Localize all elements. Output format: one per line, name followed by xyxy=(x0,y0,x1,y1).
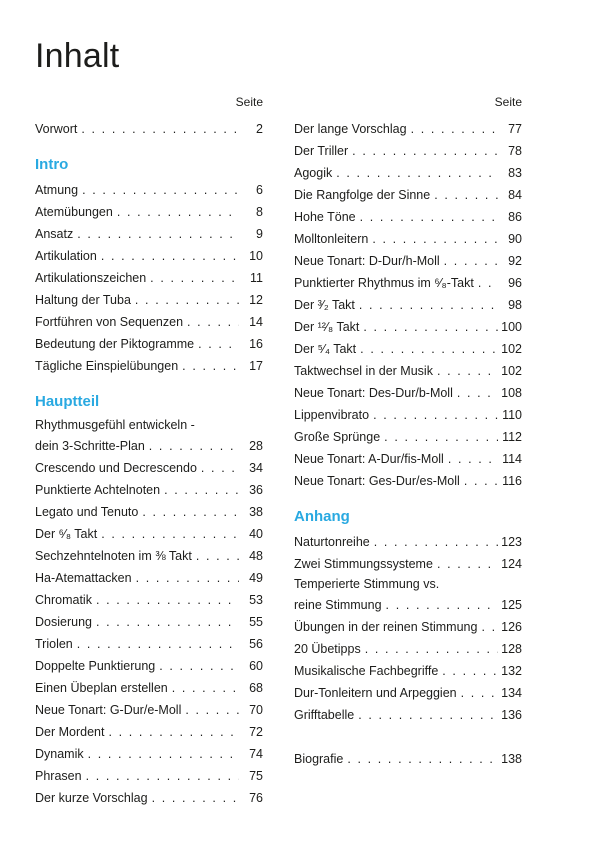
page-number: 38 xyxy=(249,505,263,520)
leader-dots xyxy=(142,501,239,523)
toc-entry-label: Agogik xyxy=(294,166,333,181)
leader-dots xyxy=(360,338,498,360)
seite-label: Seite xyxy=(494,95,522,110)
page-number: 112 xyxy=(502,430,522,445)
toc-entry-label: Rhythmusgefühl entwickeln - xyxy=(35,418,195,433)
toc-entry-label: Neue Tonart: Des-Dur/b-Moll xyxy=(294,386,453,401)
page-number: 96 xyxy=(508,276,522,291)
toc-entry-label: Dur-Tonleitern und Arpeggien xyxy=(294,686,457,701)
toc-entry-label: Punktierte Achtelnoten xyxy=(35,483,161,498)
toc-entry-label: Doppelte Punktierung xyxy=(35,659,156,674)
toc-entry-label: Einen Übeplan erstellen xyxy=(35,681,168,696)
page-number: 8 xyxy=(256,205,263,220)
leader-dots xyxy=(150,267,239,289)
toc-entry-label: Hohe Töne xyxy=(294,210,356,225)
leader-dots xyxy=(101,245,239,267)
page-number: 114 xyxy=(502,452,522,467)
toc-entry xyxy=(294,682,522,704)
toc-entry-label: Lippenvibrato xyxy=(294,408,370,423)
toc-entry-label: Fortführen von Sequenzen xyxy=(35,315,184,330)
toc-entry xyxy=(294,184,522,206)
toc-entry xyxy=(35,179,263,201)
toc-entry xyxy=(35,633,263,655)
page-number: 6 xyxy=(256,183,263,198)
toc-entry-label: Atemübungen xyxy=(35,205,113,220)
leader-dots xyxy=(77,633,239,655)
page-number: 102 xyxy=(501,342,522,357)
leader-dots xyxy=(437,360,498,382)
page-number: 74 xyxy=(249,747,263,762)
page-number: 128 xyxy=(501,642,522,657)
page-number: 9 xyxy=(256,227,263,242)
toc-entry xyxy=(294,704,522,726)
toc-entry-label: Punktierter Rhythmus im ⁶⁄₈-Takt xyxy=(294,276,474,291)
toc-entry xyxy=(35,765,263,787)
page-number: 83 xyxy=(508,166,522,181)
page-number: 49 xyxy=(249,571,263,586)
page-number: 75 xyxy=(249,769,263,784)
leader-dots xyxy=(448,448,498,470)
leader-dots xyxy=(96,611,239,633)
section-header: Intro xyxy=(35,156,69,174)
toc-entry-label: Der ³⁄₂ Takt xyxy=(294,298,355,313)
leader-dots xyxy=(444,250,498,272)
toc-entry-label: Der kurze Vorschlag xyxy=(35,791,148,806)
toc-entry xyxy=(35,721,263,743)
toc-entry-label: Vorwort xyxy=(35,122,78,137)
leader-dots xyxy=(159,655,239,677)
page-number: 60 xyxy=(249,659,263,674)
toc-entry-label: Neue Tonart: A-Dur/fis-Moll xyxy=(294,452,444,467)
leader-dots xyxy=(172,677,239,699)
toc-entry-label: Der ¹²⁄₈ Takt xyxy=(294,320,360,335)
toc-entry xyxy=(35,743,263,765)
toc-entry xyxy=(294,553,522,575)
leader-dots xyxy=(457,382,498,404)
page-number: 14 xyxy=(249,315,263,330)
toc-entry xyxy=(294,531,522,553)
leader-dots xyxy=(135,289,239,311)
leader-dots xyxy=(359,294,498,316)
leader-dots xyxy=(374,531,498,553)
leader-dots xyxy=(201,457,239,479)
toc-entry xyxy=(294,660,522,682)
page-number: 11 xyxy=(250,271,263,286)
page-number: 132 xyxy=(501,664,522,679)
toc-entry xyxy=(294,470,522,492)
toc-entry-label: Temperierte Stimmung vs. xyxy=(294,577,440,592)
toc-entry-label: Der ⁶⁄₈ Takt xyxy=(35,527,98,542)
leader-dots xyxy=(360,206,498,228)
toc-entry xyxy=(294,206,522,228)
toc-entry-label: Ansatz xyxy=(35,227,74,242)
toc-columns xyxy=(35,95,600,809)
section-header: Hauptteil xyxy=(35,393,100,411)
toc-entry xyxy=(294,316,522,338)
toc-entry xyxy=(35,589,263,611)
leader-dots xyxy=(96,589,239,611)
leader-dots xyxy=(81,118,239,140)
toc-entry-label: Neue Tonart: D-Dur/h-Moll xyxy=(294,254,440,269)
toc-entry xyxy=(35,245,263,267)
page-number: 84 xyxy=(508,188,522,203)
toc-entry xyxy=(294,426,522,448)
leader-dots xyxy=(437,553,498,575)
toc-entry xyxy=(294,250,522,272)
toc-entry-label: Naturtonreihe xyxy=(294,535,370,550)
leader-dots xyxy=(434,184,498,206)
page-number: 68 xyxy=(249,681,263,696)
toc-entry-label: reine Stimmung xyxy=(294,598,382,613)
toc-entry-label: dein 3-Schritte-Plan xyxy=(35,439,145,454)
leader-dots xyxy=(77,223,239,245)
toc-entry-label: Molltonleitern xyxy=(294,232,369,247)
toc-entry xyxy=(294,448,522,470)
leader-dots xyxy=(182,355,239,377)
toc-entry-label: Biografie xyxy=(294,752,344,767)
toc-entry xyxy=(35,118,263,140)
toc-entry-label: Die Rangfolge der Sinne xyxy=(294,188,431,203)
page-number: 34 xyxy=(249,461,263,476)
leader-dots xyxy=(481,616,498,638)
toc-entry xyxy=(35,567,263,589)
leader-dots xyxy=(363,316,498,338)
toc-entry-label: Dosierung xyxy=(35,615,92,630)
page-number: 134 xyxy=(501,686,522,701)
toc-entry xyxy=(294,294,522,316)
leader-dots xyxy=(358,704,498,726)
leader-dots xyxy=(88,743,239,765)
toc-entry xyxy=(35,611,263,633)
toc-entry xyxy=(35,677,263,699)
toc-entry xyxy=(35,435,263,457)
page-number: 92 xyxy=(508,254,522,269)
toc-entry xyxy=(294,338,522,360)
page-number: 56 xyxy=(249,637,263,652)
page-number: 110 xyxy=(502,408,522,423)
leader-dots xyxy=(352,140,498,162)
toc-entry-label: Der Mordent xyxy=(35,725,105,740)
leader-dots xyxy=(164,479,239,501)
toc-group xyxy=(35,392,263,809)
leader-dots xyxy=(442,660,498,682)
leader-dots xyxy=(185,699,239,721)
toc-entry xyxy=(35,457,263,479)
page-number: 48 xyxy=(249,549,263,564)
toc-entry-line1 xyxy=(294,575,522,594)
section-header: Anhang xyxy=(294,508,350,526)
toc-entry-label: Große Sprünge xyxy=(294,430,381,445)
page-number: 28 xyxy=(249,439,263,454)
page-number: 138 xyxy=(501,752,522,767)
leader-dots xyxy=(86,765,239,787)
leader-dots xyxy=(386,594,498,616)
toc-entry-label: Der lange Vorschlag xyxy=(294,122,407,137)
toc-entry xyxy=(294,382,522,404)
toc-entry xyxy=(35,699,263,721)
page-number: 100 xyxy=(501,320,522,335)
page-number: 40 xyxy=(249,527,263,542)
toc-entry xyxy=(35,267,263,289)
toc-group xyxy=(35,155,263,377)
page-number: 70 xyxy=(249,703,263,718)
toc-entry xyxy=(35,545,263,567)
page-number: 72 xyxy=(249,725,263,740)
leader-dots xyxy=(478,272,498,294)
page-number: 116 xyxy=(502,474,522,489)
leader-dots xyxy=(187,311,239,333)
leader-dots xyxy=(117,201,239,223)
toc-entry xyxy=(294,140,522,162)
toc-entry-label: Zwei Stimmungssysteme xyxy=(294,557,433,572)
leader-dots xyxy=(196,545,239,567)
toc-entry-label: 20 Übetipps xyxy=(294,642,361,657)
toc-entry xyxy=(294,594,522,616)
toc-entry-label: Tägliche Einspielübungen xyxy=(35,359,179,374)
page-number: 36 xyxy=(249,483,263,498)
toc-entry-label: Triolen xyxy=(35,637,73,652)
leader-dots xyxy=(461,682,498,704)
toc-entry xyxy=(294,748,522,770)
page-title: Inhalt xyxy=(35,37,120,75)
toc-entry xyxy=(35,201,263,223)
toc-entry xyxy=(35,501,263,523)
toc-entry xyxy=(294,162,522,184)
toc-entry-label: Dynamik xyxy=(35,747,84,762)
toc-entry xyxy=(35,333,263,355)
toc-entry-label: Übungen in der reinen Stimmung xyxy=(294,620,478,635)
toc-group xyxy=(294,118,522,492)
toc-entry-label: Neue Tonart: G-Dur/e-Moll xyxy=(35,703,182,718)
toc-entry xyxy=(294,360,522,382)
page-number: 53 xyxy=(249,593,263,608)
toc-entry-label: Haltung der Tuba xyxy=(35,293,131,308)
toc-entry xyxy=(294,638,522,660)
page-number: 55 xyxy=(249,615,263,630)
toc-group xyxy=(294,507,522,770)
toc-entry xyxy=(35,355,263,377)
leader-dots xyxy=(336,162,498,184)
page-number: 124 xyxy=(501,557,522,572)
toc-entry-label: Taktwechsel in der Musik xyxy=(294,364,433,379)
page-number: 136 xyxy=(501,708,522,723)
leader-dots xyxy=(108,721,239,743)
toc-entry-label: Sechzehntelnoten im ⅜ Takt xyxy=(35,549,192,564)
toc-entry-label: Musikalische Fachbegriffe xyxy=(294,664,439,679)
leader-dots xyxy=(198,333,239,355)
toc-entry-label: Der ⁵⁄₄ Takt xyxy=(294,342,357,357)
page-number: 123 xyxy=(501,535,522,550)
page-number: 125 xyxy=(501,598,522,613)
page-number: 17 xyxy=(249,359,263,374)
page-number: 76 xyxy=(249,791,263,806)
page-number: 77 xyxy=(508,122,522,137)
toc-column-left xyxy=(35,95,263,809)
toc-entry-label: Chromatik xyxy=(35,593,92,608)
page-number: 10 xyxy=(249,249,263,264)
toc-entry-line1 xyxy=(35,416,263,435)
leader-dots xyxy=(149,435,239,457)
leader-dots xyxy=(365,638,498,660)
toc-entry xyxy=(35,523,263,545)
toc-entry-label: Bedeutung der Piktogramme xyxy=(35,337,195,352)
toc-entry xyxy=(35,655,263,677)
toc-entry xyxy=(35,479,263,501)
toc-entry-label: Crescendo und Decrescendo xyxy=(35,461,197,476)
toc-entry-label: Artikulationszeichen xyxy=(35,271,147,286)
seite-label: Seite xyxy=(235,95,263,110)
leader-dots xyxy=(136,567,239,589)
page-number: 2 xyxy=(256,122,263,137)
leader-dots xyxy=(464,470,498,492)
toc-entry-label: Phrasen xyxy=(35,769,82,784)
toc-entry-label: Der Triller xyxy=(294,144,349,159)
leader-dots xyxy=(372,228,498,250)
page-number: 90 xyxy=(508,232,522,247)
toc-group xyxy=(35,118,263,140)
toc-entry xyxy=(294,272,522,294)
toc-entry-label: Legato und Tenuto xyxy=(35,505,139,520)
leader-dots xyxy=(101,523,239,545)
page-number: 86 xyxy=(508,210,522,225)
toc-entry xyxy=(294,404,522,426)
toc-entry xyxy=(294,228,522,250)
leader-dots xyxy=(347,748,498,770)
leader-dots xyxy=(373,404,498,426)
leader-dots xyxy=(82,179,239,201)
leader-dots xyxy=(152,787,239,809)
toc-entry xyxy=(294,118,522,140)
page-number: 12 xyxy=(249,293,263,308)
leader-dots xyxy=(384,426,498,448)
toc-entry xyxy=(35,311,263,333)
toc-entry-label: Grifftabelle xyxy=(294,708,355,723)
page-number: 102 xyxy=(501,364,522,379)
page-number: 98 xyxy=(508,298,522,313)
page-number: 16 xyxy=(249,337,263,352)
toc-column-right xyxy=(294,95,522,809)
page-number: 108 xyxy=(501,386,522,401)
toc-entry-label: Atmung xyxy=(35,183,79,198)
toc-entry xyxy=(294,616,522,638)
page-number: 78 xyxy=(508,144,522,159)
toc-entry xyxy=(35,289,263,311)
toc-entry-label: Artikulation xyxy=(35,249,97,264)
toc-entry xyxy=(35,787,263,809)
leader-dots xyxy=(411,118,498,140)
toc-entry-label: Neue Tonart: Ges-Dur/es-Moll xyxy=(294,474,460,489)
toc-entry-label: Ha-Atemattacken xyxy=(35,571,132,586)
toc-entry xyxy=(35,223,263,245)
page-number: 126 xyxy=(501,620,522,635)
